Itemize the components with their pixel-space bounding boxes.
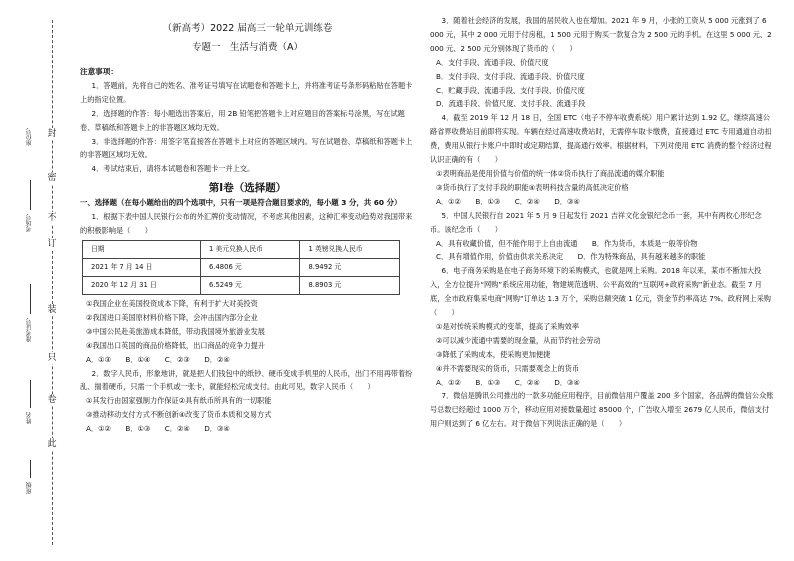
statement: ③推动移动支付方式不断创新④改变了货币本质和交易方式 bbox=[86, 410, 272, 420]
binding-margin bbox=[0, 0, 72, 561]
notice-item: 2．选择题的作答：每小题选出答案后，用 2B 铅笔把答题卡上对应题目的答案标号涂黑，写在试题卷、草稿纸和答题卡上的非答题区域均无效。 bbox=[80, 108, 405, 132]
answer-options: A．①② B．①③ C．②④ D．③④ bbox=[436, 377, 580, 387]
question-1-stem: 1．根据下表中国人民银行公布的外汇牌价变动情况，不考虑其他因素，这种汇率变动趋势对我国带来的积极影响是（ ） bbox=[80, 212, 413, 236]
table-cell: 8.9492 元 bbox=[300, 258, 400, 276]
table-row bbox=[83, 258, 400, 276]
left-column bbox=[80, 14, 415, 436]
answer-options: A．①② B．①③ C．②④ D．③④ bbox=[436, 196, 580, 206]
section-heading: 一、选择题（在每小题给出的四个选项中，只有一项是符合题目要求的，每小题 3 分，共 60 分） bbox=[80, 198, 402, 208]
seal-char: 只 bbox=[44, 352, 60, 364]
question-6-stem: 6．电子商务采购是在电子商务环境下的采购模式，也就是网上采购。2018 年以来，某市不断加大投入，全方位提升“网购”系统应用功能，物建规范透明、公平高效的“互联网+政府采购”新业态。截至 7 月底，全市政府集采电商“网购”订单达 1.3 万个，采购总额突破 1 亿元，资金节约率高达 7%。政府网上采购（ ） bbox=[430, 266, 771, 318]
notice-item: 4．考试结束后，请将本试题卷和答题卡一并上交。 bbox=[91, 164, 255, 174]
answer-options: A．①③ B．①④ C．②③ D．②④ bbox=[86, 354, 230, 364]
statement: ②我国进口美国原材料价格下降，会冲击国内部分企业 bbox=[86, 312, 258, 322]
table-cell: 1 美元兑换人民币 bbox=[200, 240, 300, 258]
statement: ④并不需要现实的货币，只需要观念上的货币 bbox=[436, 363, 580, 373]
table-row bbox=[83, 276, 400, 294]
statement: ④我国出口英国的商品价格降低，出口商品的竞争力提升 bbox=[86, 340, 265, 350]
question-3-stem: 3．随着社会经济的发展，我国的居民收入也在增加。2021 年 9 月，小张的工资从 5 000 元涨到了 6 000 元，其中 2 000 元用于付房租，1 500 元用于购买一款复合为 2 500 元的手机。在这里 5 000 元、2 000 元、2 500 元分别体现了货币的（ ） bbox=[430, 16, 772, 53]
table-row bbox=[83, 240, 400, 258]
answer-option: B．支付手段、支付手段、流通手段、价值尺度 bbox=[436, 71, 585, 81]
notice-heading: 注意事项： bbox=[80, 67, 118, 76]
seal-char: 此 bbox=[44, 438, 60, 450]
answer-option: A．具有收藏价值，但不能作用于上自由流通 B．作为货币，本质是一般等价物 bbox=[436, 238, 698, 248]
table-cell: 日期 bbox=[83, 240, 201, 258]
answer-options: A．①② B．①③ C．②④ D．③④ bbox=[86, 424, 230, 434]
statement: ③降低了采购成本，使采购更加便捷 bbox=[436, 349, 551, 359]
exchange-rate-table bbox=[82, 240, 400, 295]
answer-option: C．具有增值作用，价值由供求关系决定 D．作为特殊商品，具有越来越多的职能 bbox=[436, 252, 706, 262]
statement: ②可以减少流通中需要的现金量，从而节约社会劳动 bbox=[436, 335, 601, 345]
seal-char: 卷 bbox=[44, 394, 60, 406]
binding-dashed-line bbox=[52, 20, 53, 545]
field-class: 班级 bbox=[26, 482, 33, 494]
section-title: 第Ⅰ卷（选择题） bbox=[208, 182, 287, 195]
seal-char: 不 bbox=[44, 212, 60, 224]
table-cell: 2021 年 7 月 14 日 bbox=[83, 258, 201, 276]
question-2-stem: 2．数字人民币，形象地讲，就是把人们钱包中的纸钞、硬币变成手机里的人民币，出门不用再带着纷乱、揣着硬币，只需一个手机或一张卡，就能轻松完成支付。由此可见，数字人民币（ ） bbox=[80, 368, 413, 392]
answer-option: D．流通手段、价值尺度、支付手段、流通手段 bbox=[436, 99, 586, 109]
statement: ③中国公民赴美旅游成本降低，带动我国境外旅游业发展 bbox=[86, 326, 265, 336]
notice-item: 1．答题前，先将自己的姓名、准考证号填写在试题卷和答题卡上，并将准考证号条形码粘贴在答题卡上的指定位置。 bbox=[80, 80, 413, 104]
table-cell: 1 英镑兑换人民币 bbox=[300, 240, 400, 258]
page-title: （新高考）2022 届高三一轮单元训练卷 bbox=[162, 23, 333, 34]
seal-char: 装 bbox=[44, 304, 60, 316]
field-name: 姓名 bbox=[26, 412, 33, 424]
statement: ①表明商品是使用价值与价值的统一体②货币执行了商品流通的媒介职能 bbox=[436, 168, 665, 178]
table-cell: 6.4806 元 bbox=[200, 258, 300, 276]
table-cell: 2020 年 12 月 31 日 bbox=[83, 276, 201, 294]
question-7-stem: 7．微信是腾讯公司推出的一款多功能应用程序，目前微信用户覆盖 200 多个国家，各品牌的微信公众账号总数已经超过 1000 万个，移动应用对接数量超过 85000 个，广告收入增至 2679 亿人民币，微信支付用户则达到了 6 亿左右。对于微信下列说法正确的是（ ） bbox=[430, 391, 774, 429]
table-cell: 6.5249 元 bbox=[200, 276, 300, 294]
field-exam-id: 准考证号 bbox=[26, 318, 33, 342]
seal-char: 封 bbox=[44, 128, 60, 140]
question-4-stem: 4．截至 2019 年 12 月 18 日，全国 ETC（电子不停车收费系统）用户累计达到 1.92 亿，继续高速公路省界收费站目前即将实现。车辆在经过高速收费站时，无需停车取卡缴费，直接通过 ETC 专用通道自动扣费，费用从银行卡账户中即时或定期结算，提高通行效率。根据材料，下列对使用 ETC 消费的整个经济过程认识正确的有（ ） bbox=[430, 113, 772, 165]
statement: ①是对传统采购模式的变革，提高了采购效率 bbox=[436, 321, 580, 331]
notice-item: 3．非选择题的作答：用签字笔直接答在答题卡上对应的答题区域内。写在试题卷、草稿纸和答题卡上的非答题区域均无效。 bbox=[80, 136, 413, 160]
answer-option: A．支付手段、流通手段、价值尺度 bbox=[436, 57, 549, 67]
answer-option: C．贮藏手段、流通手段、支付手段、价值尺度 bbox=[436, 85, 585, 95]
question-5-stem: 5．中国人民银行自 2021 年 5 月 9 日起发行 2021 吉祥文化金银纪念币一套，其中有两枚心形纪念币。该纪念币（ ） bbox=[430, 210, 762, 234]
page-subtitle: 专题一 生活与消费（A） bbox=[192, 42, 303, 53]
right-column bbox=[430, 14, 775, 431]
statement: ①其发行由国家强制力作保证②具有纸币所具有的一切职能 bbox=[86, 396, 272, 406]
field-room: 考场号 bbox=[26, 214, 33, 232]
table-cell: 8.8903 元 bbox=[300, 276, 400, 294]
seal-char: 订 bbox=[44, 238, 60, 250]
statement: ③货币执行了支付手段的职能④表明科技含量的高低决定价格 bbox=[436, 182, 629, 192]
field-seat: 座位号 bbox=[26, 128, 33, 146]
seal-char: 密 bbox=[44, 172, 60, 184]
statement: ①我国企业在美国投资成本下降，有利于扩大对美投资 bbox=[86, 298, 258, 308]
